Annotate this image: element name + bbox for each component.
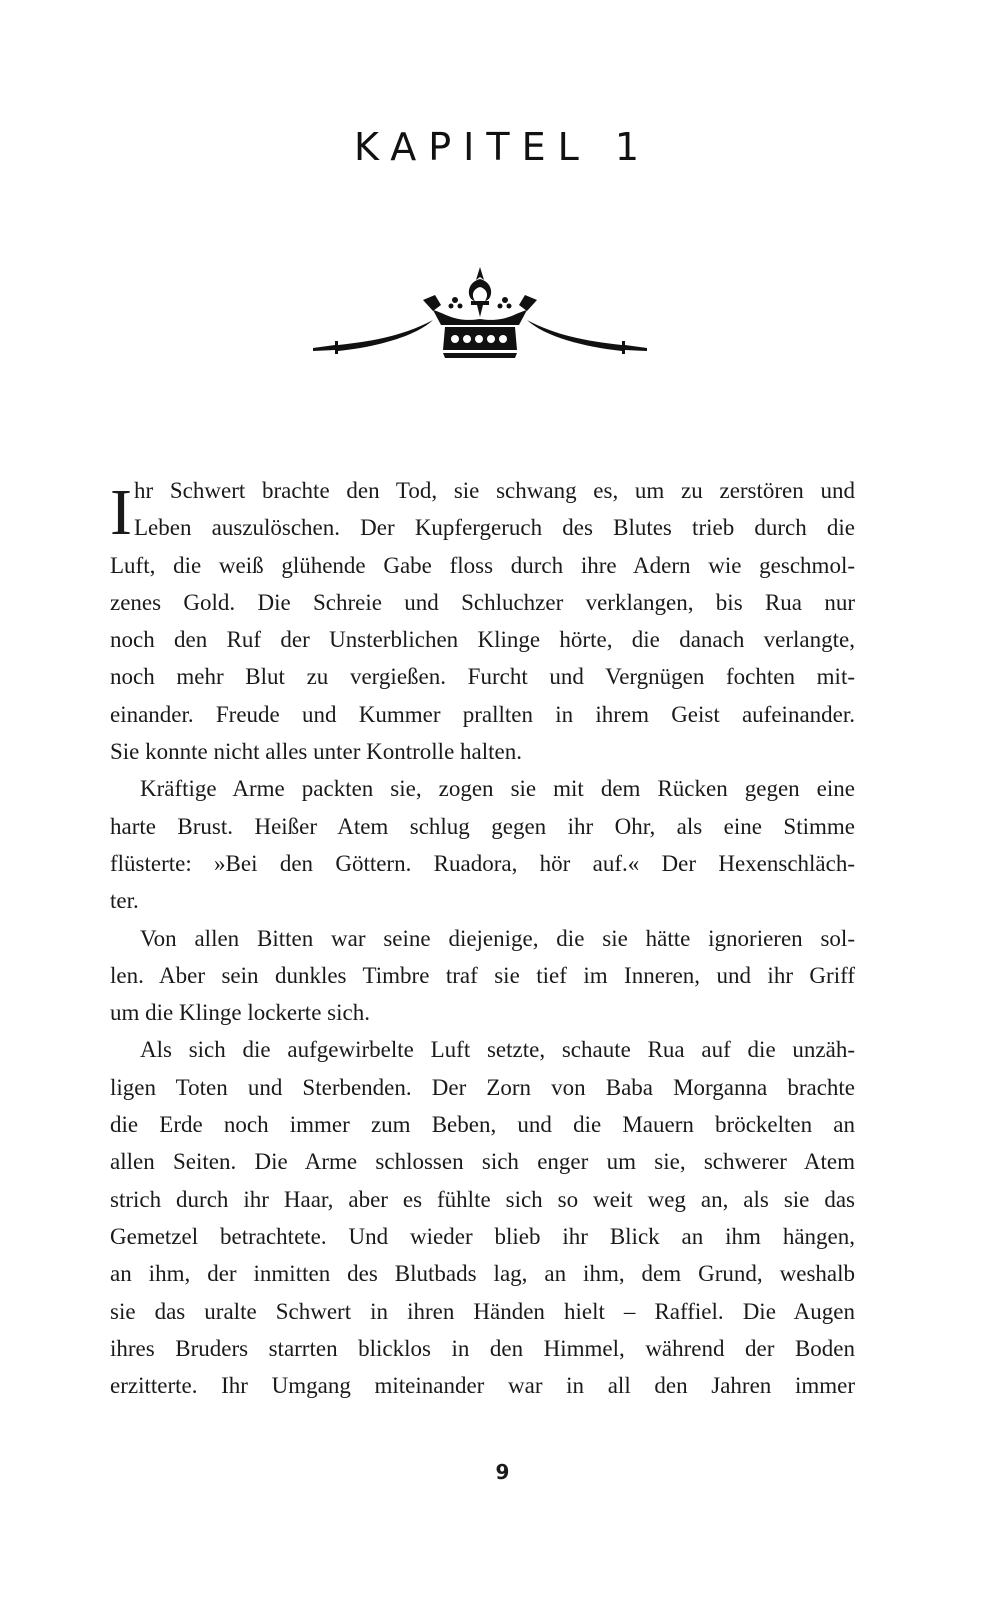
text-line: um die Klinge lockerte sich. xyxy=(110,1000,370,1026)
text-line: ter. xyxy=(110,888,139,914)
crown-ornament-icon xyxy=(305,255,655,365)
text-line: ihres Bruders starrten blicklos in den Himmel, während der Boden xyxy=(110,1335,855,1361)
text-line: ligen Toten und Sterbenden. Der Zorn von Baba Morganna brachte xyxy=(110,1074,855,1100)
text-line: Luft, die weiß glühende Gabe floss durch ihre Adern wie geschmol- xyxy=(110,552,855,578)
text-line: harte Brust. Heißer Atem schlug gegen ihr Ohr, als eine Stimme xyxy=(110,813,855,839)
text-line: noch mehr Blut zu vergießen. Furcht und Vergnügen fochten mit- xyxy=(110,664,855,690)
page-number: 9 xyxy=(495,1460,510,1484)
paragraph xyxy=(110,1031,855,1404)
text-line: flüsterte: »Bei den Göttern. Ruadora, hör auf.« Der Hexenschläch- xyxy=(110,850,855,876)
drop-cap: I xyxy=(110,476,132,549)
text-line: Als sich die aufgewirbelte Luft setzte, schaute Rua auf die unzäh- xyxy=(140,1037,855,1063)
text-line: sie das uralte Schwert in ihren Händen hielt – Raffiel. Die Augen xyxy=(110,1298,855,1324)
paragraph xyxy=(110,770,855,919)
text-line: Kräftige Arme packten sie, zogen sie mit dem Rücken gegen eine xyxy=(140,776,855,802)
text-line: allen Seiten. Die Arme schlossen sich enger um sie, schwerer Atem xyxy=(110,1149,855,1175)
chapter-body xyxy=(110,472,855,1404)
text-line: an ihm, der inmitten des Blutbads lag, an ihm, dem Grund, weshalb xyxy=(110,1261,855,1287)
text-line: strich durch ihr Haar, aber es fühlte sich so weit weg an, als sie das xyxy=(110,1186,855,1212)
text-line: Von allen Bitten war seine diejenige, die sie hätte ignorieren sol- xyxy=(140,925,855,951)
text-line: Sie konnte nicht alles unter Kontrolle halten. xyxy=(110,739,522,765)
text-line: hr Schwert brachte den Tod, sie schwang es, um zu zerstören und xyxy=(134,478,855,503)
text-line: einander. Freude und Kummer prallten in ihrem Geist aufeinander. xyxy=(110,701,855,727)
paragraph xyxy=(110,472,855,770)
chapter-title: KAPITEL 1 xyxy=(353,125,652,169)
text-line: die Erde noch immer zum Beben, und die Mauern bröckelten an xyxy=(110,1112,855,1138)
text-line: zenes Gold. Die Schreie und Schluchzer verklangen, bis Rua nur xyxy=(110,589,855,615)
text-line: noch den Ruf der Unsterblichen Klinge hörte, die danach verlangte, xyxy=(110,627,855,653)
text-line: Gemetzel betrachtete. Und wieder blieb ihr Blick an ihm hängen, xyxy=(110,1223,855,1249)
paragraph xyxy=(110,920,855,1032)
text-line: Leben auszulöschen. Der Kupfergeruch des Blutes trieb durch die xyxy=(134,515,855,541)
text-line: erzitterte. Ihr Umgang miteinander war in all den Jahren immer xyxy=(110,1373,855,1399)
text-line: len. Aber sein dunkles Timbre traf sie tief im Inneren, und ihr Griff xyxy=(110,962,855,988)
